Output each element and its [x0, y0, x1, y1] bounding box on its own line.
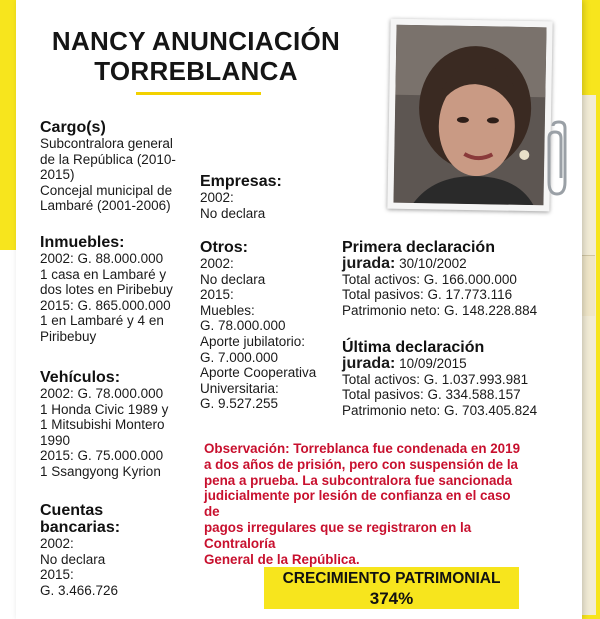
- portrait-frame: [387, 19, 552, 212]
- ultima-declaracion-section: [342, 339, 557, 418]
- cargo-line: de la República (2010-: [40, 151, 176, 167]
- primera-date: 30/10/2002: [395, 256, 467, 271]
- ultima-heading: Última declaración: [342, 339, 485, 356]
- primera-line: Patrimonio neto: G. 148.228.884: [342, 302, 538, 318]
- ultima-date: 10/09/2015: [395, 356, 467, 371]
- cargo-section: [40, 119, 210, 214]
- cuentas-line: No declara: [40, 551, 106, 567]
- observacion-line: pena a prueba. La subcontralora fue sancionada: [204, 472, 513, 488]
- cuentas-heading: Cuentas: [40, 502, 104, 519]
- page-title: [36, 26, 356, 86]
- otros-line: 2015:: [200, 287, 234, 303]
- empresas-heading: Empresas:: [200, 173, 282, 190]
- observacion-line: pagos irregulares que se registraron en la Contraloría: [204, 519, 472, 551]
- observacion-line: a dos años de prisión, pero con suspensión de la: [204, 456, 519, 472]
- infographic-card: [16, 0, 582, 619]
- otros-line: 2002:: [200, 256, 234, 271]
- cargo-line: Subcontralora general: [40, 136, 173, 151]
- portrait-photo: [393, 25, 546, 206]
- primera-heading: Primera declaración: [342, 239, 495, 256]
- observacion-line: Observación: Torreblanca fue condenada en 2019: [204, 441, 521, 456]
- otros-line: Universitaria:: [200, 380, 279, 396]
- ultima-line: Total activos: G. 1.037.993.981: [342, 371, 529, 387]
- empresas-line: No declara: [200, 205, 266, 221]
- otros-line: Muebles:: [200, 302, 255, 318]
- cuentas-section: [40, 502, 210, 598]
- cargo-line: 2015): [40, 167, 75, 183]
- inmuebles-section: [40, 234, 215, 345]
- vehiculos-line: 2002: G. 78.000.000: [40, 386, 164, 401]
- vehiculos-line: 1 Mitsubishi Montero: [40, 417, 165, 433]
- primera-heading-jurada: jurada:: [342, 255, 396, 272]
- inmuebles-heading: Inmuebles:: [40, 234, 125, 251]
- ultima-line: Patrimonio neto: G. 703.405.824: [342, 402, 538, 418]
- primera-declaracion-section: [342, 239, 552, 318]
- otros-line: No declara: [200, 271, 266, 287]
- portrait-illustration: [393, 25, 546, 206]
- paperclip-icon: [539, 120, 579, 200]
- cuentas-line: 2002:: [40, 536, 74, 551]
- crecimiento-value: 374%: [369, 589, 414, 608]
- cargo-line: Concejal municipal de: [40, 182, 173, 198]
- vehiculos-line: 1990: [40, 432, 71, 448]
- vehiculos-section: [40, 369, 215, 480]
- inmuebles-line: dos lotes en Piribebuy: [40, 282, 173, 298]
- otros-line: Aporte Cooperativa: [200, 365, 317, 381]
- observacion-note: [204, 441, 524, 567]
- primera-line: Total activos: G. 166.000.000: [342, 271, 517, 287]
- cuentas-line: G. 3.466.726: [40, 582, 119, 598]
- inmuebles-line: 2002: G. 88.000.000: [40, 251, 164, 266]
- observacion-line: judicialmente por lesión de confianza en el caso de: [204, 488, 511, 520]
- inmuebles-line: Piribebuy: [40, 328, 97, 344]
- cargo-heading: Cargo(s): [40, 119, 106, 136]
- crecimiento-patrimonial-box: [264, 567, 519, 609]
- otros-heading: Otros:: [200, 239, 248, 256]
- cargo-line: Lambaré (2001-2006): [40, 198, 171, 214]
- vehiculos-line: 1 Ssangyong Kyrion: [40, 463, 161, 479]
- title-line-2: TORREBLANCA: [94, 56, 298, 86]
- otros-line: Aporte jubilatorio:: [200, 333, 306, 349]
- vehiculos-line: 2015: G. 75.000.000: [40, 448, 164, 464]
- cuentas-heading: bancarias:: [40, 519, 121, 536]
- primera-line: Total pasivos: G. 17.773.116: [342, 287, 513, 303]
- vehiculos-line: 1 Honda Civic 1989 y: [40, 401, 169, 417]
- title-line-1: NANCY ANUNCIACIÓN: [51, 26, 341, 56]
- otros-section: [200, 239, 345, 412]
- vehiculos-heading: Vehículos:: [40, 369, 121, 386]
- observacion-line: General de la República.: [204, 551, 360, 567]
- otros-line: G. 78.000.000: [200, 318, 286, 334]
- empresas-section: [200, 173, 340, 221]
- crecimiento-label: CRECIMIENTO PATRIMONIAL: [282, 570, 501, 587]
- cuentas-line: 2015:: [40, 567, 74, 583]
- otros-line: G. 9.527.255: [200, 396, 279, 412]
- inmuebles-line: 2015: G. 865.000.000: [40, 297, 171, 313]
- inmuebles-line: 1 en Lambaré y 4 en: [40, 313, 164, 329]
- otros-line: G. 7.000.000: [200, 349, 279, 365]
- title-underline: [136, 92, 261, 95]
- ultima-line: Total pasivos: G. 334.588.157: [342, 387, 521, 403]
- empresas-line: 2002:: [200, 190, 234, 205]
- inmuebles-line: 1 casa en Lambaré y: [40, 266, 167, 282]
- ultima-heading-jurada: jurada:: [342, 355, 396, 372]
